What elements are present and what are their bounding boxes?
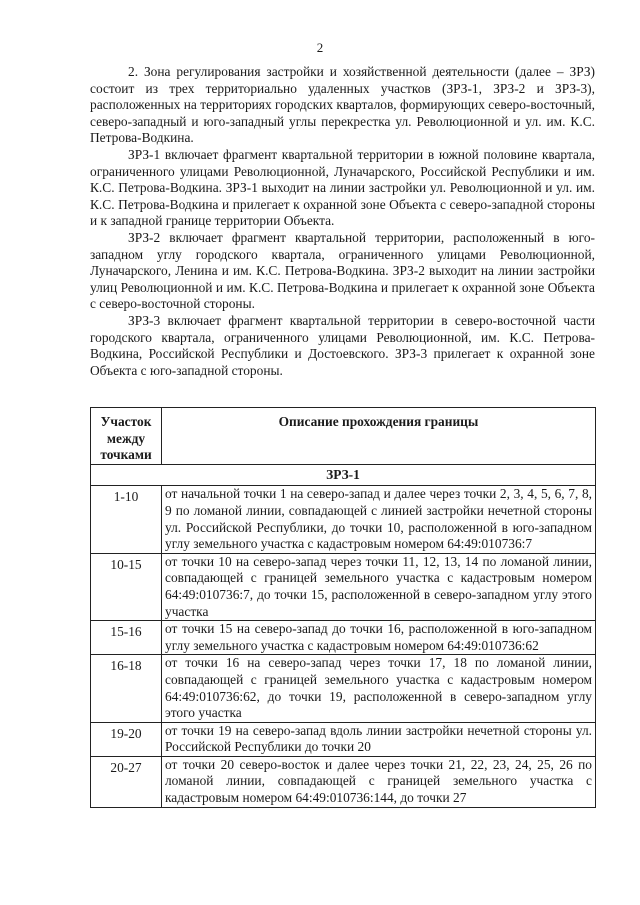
table-row <box>91 655 596 722</box>
table-row <box>91 722 596 756</box>
table-row <box>91 486 596 553</box>
zone-row <box>91 464 596 486</box>
zone-title: ЗРЗ-1 <box>91 464 596 486</box>
header-description: Описание прохождения границы <box>162 408 596 465</box>
segment-cell: 10-15 <box>91 553 162 620</box>
table-row <box>91 621 596 655</box>
description-cell: от точки 10 на северо-запад через точки 11, 12, 13, 14 по ломаной линии, совпадающей с границей земельного участка с кадастровым номером 64:49:010736:7, до точки 15, расположенной в северо-западном углу этого участка <box>162 553 596 620</box>
table-row <box>91 553 596 620</box>
body-text <box>90 64 595 379</box>
paragraph: ЗРЗ-2 включает фрагмент квартальной территории, расположенный в юго-западном углу городского квартала, ограниченного улицами Революционной, Луначарского, Ленина и им. К.С. Петрова-Водкина. ЗРЗ-2 выходит на линии застройки улиц Революционной и им. К.С. Петрова-Водкина и прилегает к охранной зоне Объекта с северо-восточной стороны. <box>90 229 595 312</box>
segment-cell: 15-16 <box>91 621 162 655</box>
paragraph: ЗРЗ-3 включает фрагмент квартальной территории в северо-восточной части городского квартала, ограниченного улицами Революционной, им. К.С. Петрова-Водкина, Российской Республики и Достоевского. ЗРЗ-3 прилегает к охранной зоне Объекта с юго-западной стороны. <box>90 312 595 378</box>
description-cell: от точки 19 на северо-запад вдоль линии застройки нечетной стороны ул. Российской Республики до точки 20 <box>162 722 596 756</box>
segment-cell: 20-27 <box>91 756 162 807</box>
segment-cell: 19-20 <box>91 722 162 756</box>
description-cell: от точки 16 на северо-запад через точки 17, 18 по ломаной линии, совпадающей с границей земельного участка с кадастровым номером 64:49:010736:62, до точки 19, расположенной в северо-западном углу этого участка <box>162 655 596 722</box>
description-cell: от точки 15 на северо-запад до точки 16, расположенной в юго-западном углу земельного участка с кадастровым номером 64:49:010736:62 <box>162 621 596 655</box>
description-cell: от начальной точки 1 на северо-запад и далее через точки 2, 3, 4, 5, 6, 7, 8, 9 по ломаной линии, совпадающей с линией застройки нечетной стороны ул. Российской Республики, до точки 10, расположенной в юго-западном углу земельного участка с кадастровым номером 64:49:010736:7 <box>162 486 596 553</box>
paragraph: ЗРЗ-1 включает фрагмент квартальной территории в южной половине квартала, ограниченного улицами Революционной, Луначарского, Российской Республики и им. К.С. Петрова-Водкина. ЗРЗ-1 выходит на линии застройки ул. Революционной и ул. им. К.С. Петрова-Водкина и прилегает к охранной зоне Объекта с северо-западной стороны и к западной границе территории Объекта. <box>90 146 595 229</box>
segment-cell: 16-18 <box>91 655 162 722</box>
paragraph: 2. Зона регулирования застройки и хозяйственной деятельности (далее – ЗРЗ) состоит из трех территориально удаленных участков (ЗРЗ-1, ЗРЗ-2 и ЗРЗ-3), расположенных на территориях городских кварталов, формирующих северо-восточный, северо-западный и юго-западный углы перекрестка ул. Революционной и ул. им. К.С. Петрова-Водкина. <box>90 64 595 146</box>
description-cell: от точки 20 северо-восток и далее через точки 21, 22, 23, 24, 25, 26 по ломаной линии, совпадающей с границей земельного участка с кадастровым номером 64:49:010736:144, до точки 27 <box>162 756 596 807</box>
header-segment: Участок между точками <box>91 408 162 465</box>
table-row <box>91 756 596 807</box>
table-header-row <box>91 408 596 465</box>
boundary-table <box>90 407 596 808</box>
page-number: 2 <box>316 40 324 55</box>
segment-cell: 1-10 <box>91 486 162 553</box>
